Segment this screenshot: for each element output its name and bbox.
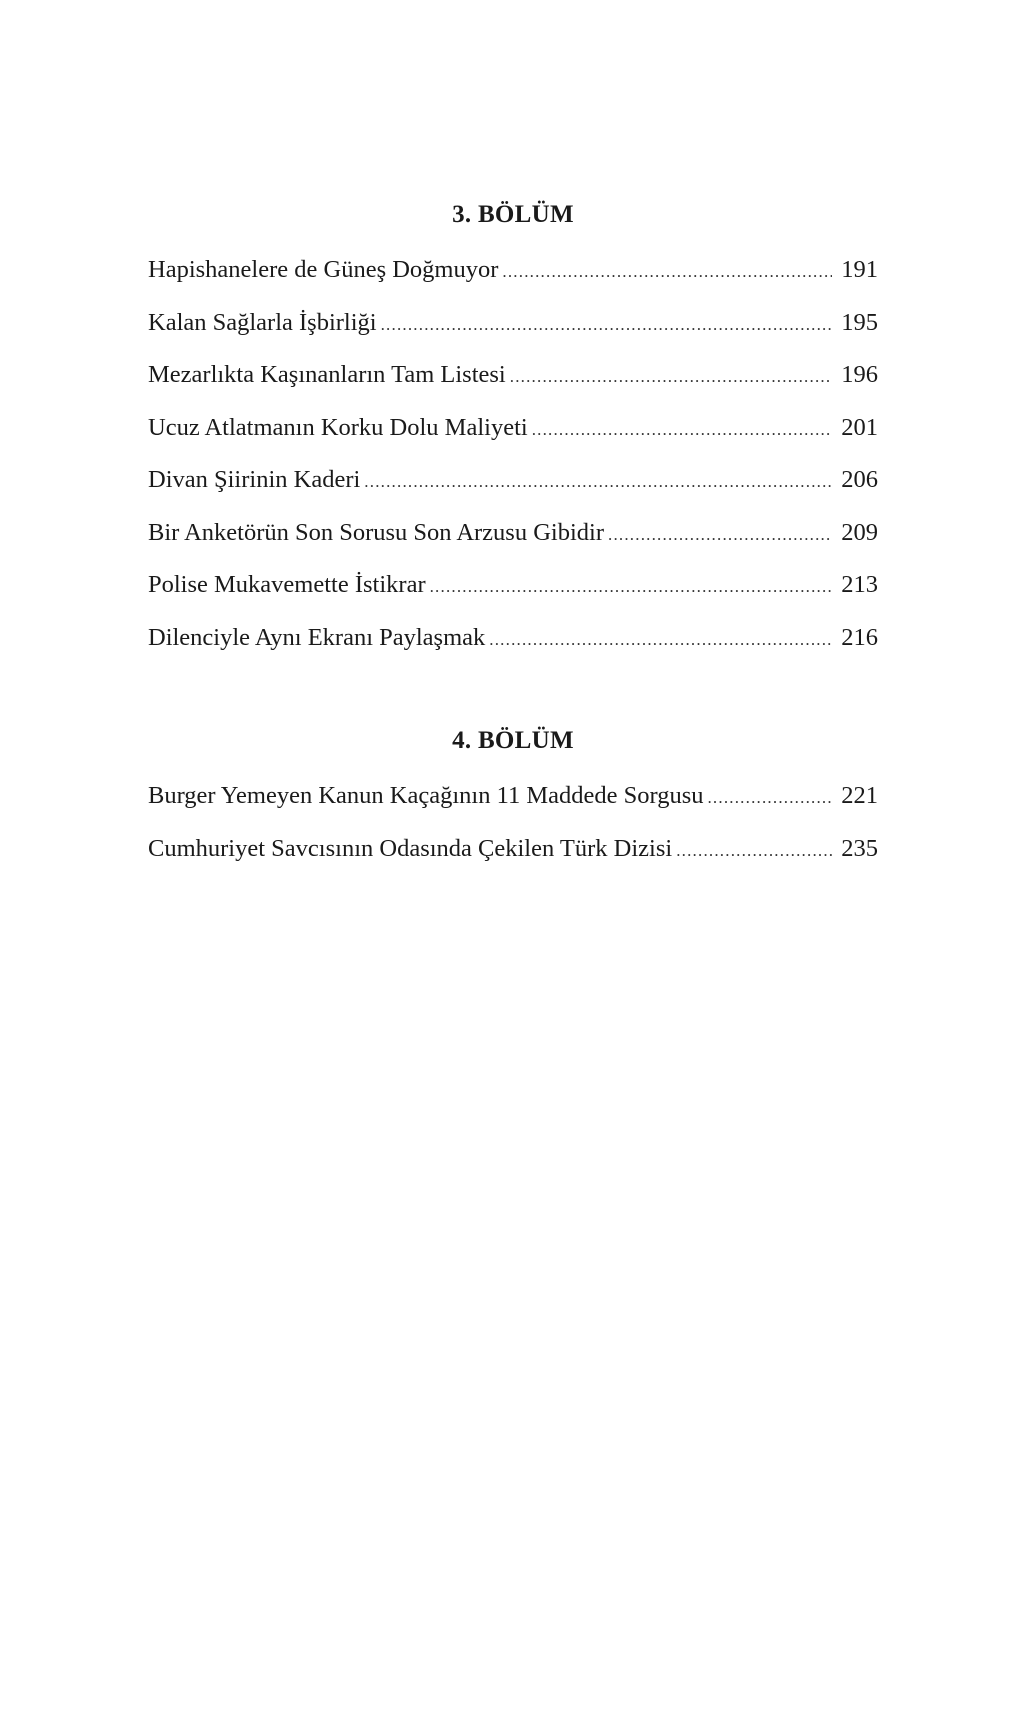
section-title: 3. BÖLÜM	[452, 201, 574, 228]
toc-section-3	[148, 194, 878, 664]
dot-leader	[502, 246, 832, 297]
toc-entry-page: 209	[841, 518, 878, 546]
toc-entry-page: 216	[841, 623, 878, 651]
toc-entry-page: 191	[841, 256, 878, 283]
dot-leader	[608, 509, 832, 560]
dot-leader	[489, 614, 832, 665]
toc-entry-page: 195	[841, 308, 878, 336]
toc-entry	[148, 559, 878, 612]
toc-entry-title: Cumhuriyet Savcısının Odasında Çekilen Türk Dizisi	[148, 834, 673, 862]
toc-list	[148, 244, 878, 664]
dot-leader	[430, 561, 832, 612]
toc-entry-title: Divan Şiirinin Kaderi	[148, 466, 361, 493]
toc-entry-title: Dilenciyle Aynı Ekranı Paylaşmak	[148, 623, 486, 651]
toc-entry-page: 196	[841, 361, 878, 388]
toc-entry	[148, 507, 878, 560]
toc-section-4	[148, 720, 878, 875]
toc-entry-page: 221	[841, 782, 878, 809]
toc-entry-page: 235	[841, 834, 878, 862]
toc-entry	[148, 349, 878, 402]
toc-entry-title: Ucuz Atlatmanın Korku Dolu Maliyeti	[148, 413, 528, 441]
toc-entry-title: Kalan Sağlarla İşbirliği	[148, 308, 377, 336]
dot-leader	[532, 404, 832, 455]
toc-entry-page: 206	[841, 466, 878, 493]
toc-entry	[148, 297, 878, 350]
toc-entry-title: Burger Yemeyen Kanun Kaçağının 11 Maddede Sorgusu	[148, 782, 704, 809]
toc-entry	[148, 612, 878, 665]
toc-entry-title: Mezarlıkta Kaşınanların Tam Listesi	[148, 361, 506, 388]
toc-entry-page: 201	[841, 413, 878, 441]
toc-entry	[148, 823, 878, 876]
toc-entry-title: Hapishanelere de Güneş Doğmuyor	[148, 256, 499, 283]
toc-entry	[148, 454, 878, 507]
dot-leader	[676, 825, 832, 876]
toc-entry	[148, 244, 878, 297]
dot-leader	[510, 351, 832, 402]
toc-entry-title: Bir Anketörün Son Sorusu Son Arzusu Gibidir	[148, 518, 604, 546]
dot-leader	[381, 299, 832, 350]
toc-entry-title: Polise Mukavemette İstikrar	[148, 571, 426, 598]
section-title: 4. BÖLÜM	[452, 727, 574, 754]
dot-leader	[707, 772, 832, 823]
dot-leader	[364, 456, 832, 507]
toc-entry	[148, 770, 878, 823]
toc-entry-page: 213	[841, 571, 878, 598]
toc-entry	[148, 402, 878, 455]
toc-list	[148, 770, 878, 875]
